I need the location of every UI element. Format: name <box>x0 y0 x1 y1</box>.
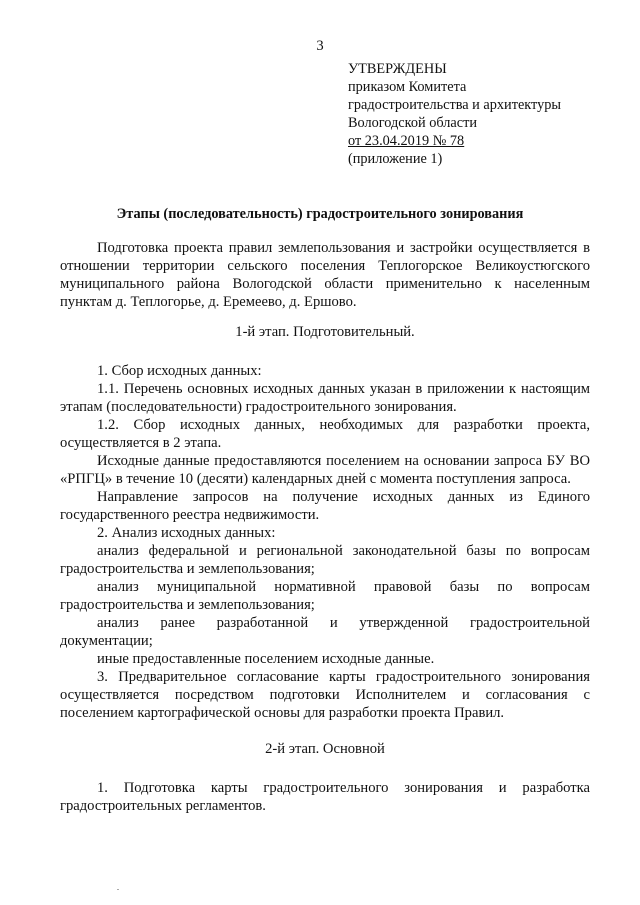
approval-date-number: от 23.04.2019 № 78 <box>348 133 465 149</box>
approval-stamp <box>348 60 618 168</box>
approval-appendix-line: (приложение 1) <box>348 151 443 167</box>
list-item: анализ ранее разработанной и утвержденной градостроительной документации; <box>60 615 590 649</box>
approval-region-line: Вологодской области <box>348 115 478 131</box>
list-item: 1.1. Перечень основных исходных данных указан в приложении к настоящим этапам (последовательности) градостроительного зонирования. <box>60 381 590 415</box>
intro-paragraph: Подготовка проекта правил землепользования и застройки осуществляется в отношении территории сельского поселения Теплогорское Великоустюгского муниципального района Вологодской области применительно к населенным пунктам д. Теплогорье, д. Еремеево, д. Ершово. <box>60 240 590 310</box>
list-item: 1. Сбор исходных данных: <box>97 363 262 379</box>
list-item: 2. Анализ исходных данных: <box>97 525 276 541</box>
page-number: 3 <box>316 38 324 54</box>
list-item: 1. Подготовка карты градостроительного зонирования и разработка градостроительных регламентов. <box>60 780 590 814</box>
stage2-heading: 2-й этап. Основной <box>265 741 385 757</box>
approval-heading: УТВЕРЖДЕНЫ <box>348 61 447 77</box>
list-item: иные предоставленные поселением исходные данные. <box>97 651 435 667</box>
document-body <box>60 239 590 815</box>
list-item: Направление запросов на получение исходных данных из Единого государственного реестра недвижимости. <box>60 489 590 523</box>
list-item: Исходные данные предоставляются поселением на основании запроса БУ ВО «РПГЦ» в течение 10 (десяти) календарных дней с момента поступления запроса. <box>60 453 590 487</box>
stage1-heading: 1-й этап. Подготовительный. <box>235 324 415 340</box>
approval-committee-line: градостроительства и архитектуры <box>348 97 562 113</box>
document-title: Этапы (последовательность) градостроительного зонирования <box>116 206 524 222</box>
list-item: анализ федеральной и региональной законодательной базы по вопросам градостроительства и землепользования; <box>60 543 590 577</box>
list-item: анализ муниципальной нормативной правовой базы по вопросам градостроительства и землепользования; <box>60 579 590 613</box>
scan-speck <box>117 889 119 890</box>
list-item: 1.2. Сбор исходных данных, необходимых для разработки проекта, осуществляется в 2 этапа. <box>60 417 590 451</box>
approval-order-line: приказом Комитета <box>348 79 467 95</box>
list-item: 3. Предварительное согласование карты градостроительного зонирования осуществляется посредством подготовки Исполнителем и согласования с поселением картографической основы для разработки проекта Правил. <box>60 669 590 721</box>
